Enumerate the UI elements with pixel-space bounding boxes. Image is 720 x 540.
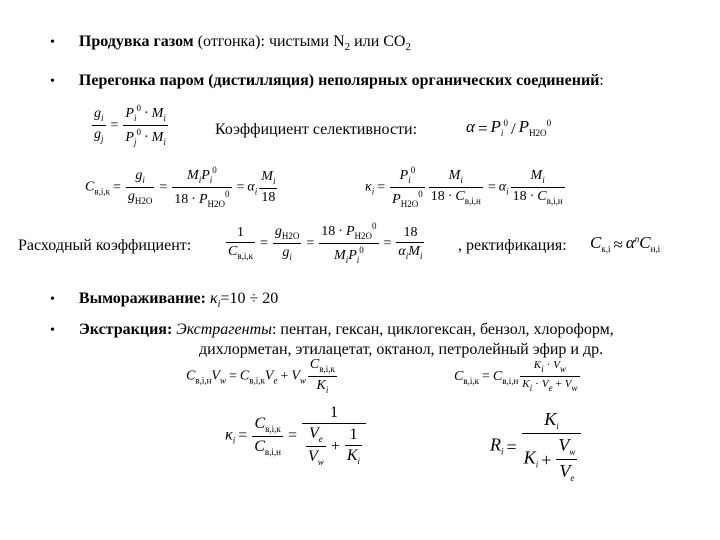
co2-subscript: 2 bbox=[405, 41, 411, 54]
extractants-list-continued: дихлорметан, этилацетат, октанол, петролейный эфир и др. bbox=[199, 341, 604, 358]
bullet-dot: • bbox=[50, 323, 55, 338]
formula-consumption: $\frac{1}{C_{в,i,к}}$ = $\frac{g_{H2O}}{g_i}$ = $\frac{18 \cdot P_{H2O}^0}{M_iP_i^0}$ = $\frac{18}{\alpha_iM_i}$ bbox=[228, 221, 423, 265]
steam-distillation-title: Перегонка паром (дистилляция) неполярных органических соединений bbox=[78, 72, 600, 89]
consumption-label: Расходный коэффициент: bbox=[18, 237, 192, 254]
gas-stripping-title: Продувка газом bbox=[78, 33, 194, 50]
freezing-kappa-sub: i bbox=[217, 299, 221, 311]
bullet-extraction bbox=[50, 320, 614, 341]
formula-selectivity: $\alpha = P_i^0 / P_{H2O}^0$ bbox=[466, 117, 552, 138]
formula-kappa-distillation: $\kappa_i$ = $\frac{P_i^0}{P_{H2O}^0}$ $\frac{M_i}{18 \cdot C_{в,i,н}}$ = $\alpha_i$ $\frac{M_i}{18 \cdot C_{в,i,н}}$ bbox=[365, 165, 563, 209]
formula-concentration: $C_{в,i,к}$ = $\frac{g_i}{g_{H2O}}$ = $\frac{M_iP_i^0}{18 \cdot P_{H2O}^0}$ = $\alpha_i$ $\frac{M_i}{18}$ bbox=[85, 165, 276, 209]
formula-extraction-kappa: $\kappa_i$ = $\frac{C_{в,i,к}}{C_{в,i,н}}$ = 1 $\frac{V_e}{V_w}$ + $\frac{1}{K_i}$ bbox=[225, 405, 368, 467]
selectivity-label: Коэффициент селективности: bbox=[215, 121, 418, 138]
formula-mass-ratio: $\frac{g_i}{g_j}$ = $\frac{P_i^0 \cdot M_i}{P_j^0 \cdot M_i}$ bbox=[94, 103, 166, 147]
formula-rectification: $C_{к,i} \approx \alpha^nC_{н,i}$ bbox=[590, 233, 661, 254]
freezing-value: =10 ÷ 20 bbox=[220, 290, 279, 307]
formula-extraction-recovery: $R_i$ = $K_i$ $K_i$ + $\frac{V_w}{V_e}$ bbox=[490, 410, 583, 483]
freezing-title: Вымораживание: bbox=[78, 290, 206, 307]
bullet-freezing bbox=[50, 289, 278, 315]
bullet-dot: • bbox=[50, 74, 55, 89]
gas-stripping-text-2: или CO bbox=[350, 33, 406, 50]
gas-stripping-text: (отгонка): чистыми N bbox=[193, 33, 345, 50]
bullet-dot: • bbox=[50, 35, 55, 50]
formula-extraction-concentration: $C_{в,i,к} = C_{в,i,н}$ $\frac{K_i \cdot V_w}{K_i \cdot V_e + V_w}$ bbox=[454, 359, 578, 394]
rectification-label: , ректификация: bbox=[458, 237, 567, 254]
bullet-steam-distillation bbox=[50, 71, 604, 92]
formula-extraction-balance: $C_{в,i,н}V_w = C_{в,i,к}V_e + V_w$ $\frac{C_{в,i,к}}{K_i}$ bbox=[186, 357, 335, 395]
steam-distillation-colon: : bbox=[599, 72, 604, 89]
bullet-gas-stripping bbox=[50, 32, 411, 57]
extractants-list: : пентан, гексан, циклогексан, бензол, хлороформ, bbox=[271, 321, 614, 338]
freezing-kappa: κ bbox=[209, 290, 218, 307]
bullet-dot: • bbox=[50, 292, 55, 307]
extractants-label: Экстрагенты bbox=[176, 321, 272, 338]
extraction-title: Экстракция: bbox=[78, 321, 173, 338]
n2-subscript: 2 bbox=[344, 41, 351, 54]
